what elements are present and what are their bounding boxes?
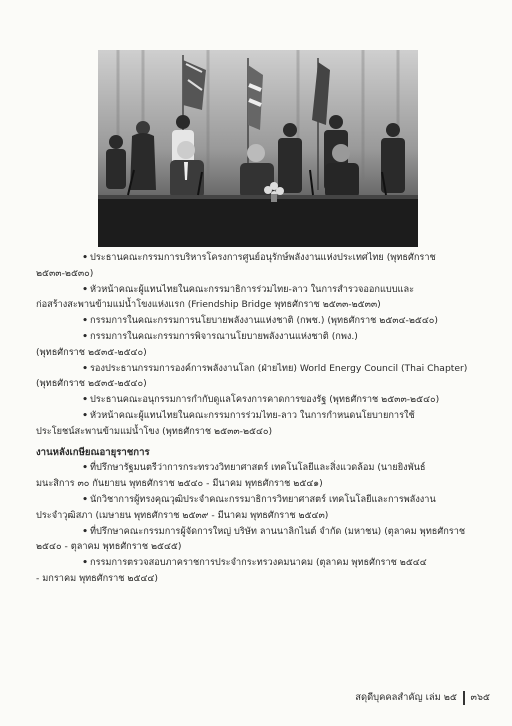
list-item	[36, 250, 496, 266]
list-item	[36, 313, 496, 329]
item-line1: รองประธานกรรมการองค์การพลังงานโลก (ฝ่ายไทย) World Energy Council (Thai Chapter)	[90, 362, 468, 374]
press-conference-photo	[98, 50, 418, 247]
item-line2: ก่อสร้างสะพานข้ามแม่น้ำโขงแห่งแรก (Friendship Bridge พุทธศักราช ๒๕๓๓-๒๕๓๓)	[36, 299, 381, 311]
item-line2: ๒๕๔๐ - ตุลาคม พุทธศักราช ๒๕๔๕)	[36, 541, 182, 553]
item-line2: ๒๕๓๓-๒๕๓๐)	[36, 267, 94, 279]
item-line2: (พุทธศักราช ๒๕๓๕-๒๕๔๐)	[36, 378, 147, 390]
bullet-icon: •	[82, 557, 88, 569]
item-line1: ประธานคณะกรรมการบริหารโครงการศูนย์อนุรักษ์พลังงานแห่งประเทศไทย (พุทธศักราช	[90, 252, 436, 263]
item-line1: นักวิชาการผู้ทรงคุณวุฒิประจำคณะกรรมาธิการวิทยาศาสตร์ เทคโนโลยีและการพลังงาน	[90, 493, 436, 505]
bullet-icon: •	[82, 409, 88, 421]
item-line1: ที่ปรึกษารัฐมนตรีว่าการกระทรวงวิทยาศาสตร์ เทคโนโลยีและสิ่งแวดล้อม (นายยิงพันธ์	[90, 462, 426, 474]
bullet-icon: •	[82, 525, 88, 537]
item-line1: กรรมการในคณะกรรมการพิจารณานโยบายพลังงานแห่งชาติ (กพง.)	[90, 330, 358, 342]
bullet-icon: •	[82, 462, 88, 474]
item-line2: (พุทธศักราช ๒๕๓๕-๒๕๔๐)	[36, 346, 147, 358]
list-item	[36, 329, 496, 345]
bullet-icon: •	[82, 493, 88, 505]
footer-divider	[463, 691, 465, 705]
bullet-icon: •	[82, 283, 88, 295]
list-item	[36, 492, 496, 508]
bullet-icon: •	[82, 394, 88, 406]
list-item	[36, 282, 496, 298]
item-line2: มนะสิการ ๓๐ กันยายน พุทธศักราช ๒๕๔๐ - มีนาคม พุทธศักราช ๒๕๔๑)	[36, 478, 323, 490]
list-item	[36, 460, 496, 476]
list-item	[36, 392, 496, 408]
item-line1: หัวหน้าคณะผู้แทนไทยในคณะกรรมการร่วมไทย-ลาว ในการกำหนดนโยบายการใช้	[90, 409, 415, 421]
item-line1: ที่ปรึกษาคณะกรรมการผู้จัดการใหญ่ บริษัท ลานนาลิกไนต์ จำกัด (มหาชน) (ตุลาคม พุทธศักราช	[90, 525, 466, 537]
positions-list	[36, 250, 496, 440]
page-number: ๓๖๕	[470, 692, 490, 703]
section-heading: งานหลังเกษียณอายุราชการ	[36, 446, 150, 458]
item-line1: หัวหน้าคณะผู้แทนไทยในคณะกรรมาธิการร่วมไทย-ลาว ในการสำรวจออกแบบและ	[90, 283, 415, 295]
item-line1: ประธานคณะอนุกรรมการกำกับดูแลโครงการคาดการของรัฐ (พุทธศักราช ๒๕๓๓-๒๕๔๐)	[90, 394, 440, 406]
list-item	[36, 408, 496, 424]
item-line2: ประโยชน์สะพานข้ามแม่น้ำโขง (พุทธศักราช ๒๕๓๓-๒๕๔๐)	[36, 425, 273, 437]
list-item	[36, 524, 496, 540]
retirement-work-list	[36, 460, 496, 586]
item-line2: ประจำวุฒิสภา (เมษายน พุทธศักราช ๒๕๓๙ - มีนาคม พุทธศักราช ๒๕๔๓)	[36, 509, 329, 521]
bullet-icon: •	[82, 362, 88, 374]
book-title: สดุดีบุคคลสำคัญ เล่ม ๒๕	[355, 692, 458, 703]
item-line1: กรรมการตรวจสอบภาคราชการประจำกระทรวงคมนาคม (ตุลาคม พุทธศักราช ๒๕๔๔	[90, 557, 427, 569]
item-line2: - มกราคม พุทธศักราช ๒๕๔๔)	[36, 572, 158, 584]
bullet-icon: •	[82, 252, 88, 263]
list-item	[36, 555, 496, 571]
item-line1: กรรมการในคณะกรรมการนโยบายพลังงานแห่งชาติ (กพช.) (พุทธศักราช ๒๕๓๔-๒๕๔๐)	[90, 315, 439, 327]
list-item	[36, 361, 496, 377]
bullet-icon: •	[82, 315, 88, 327]
biography-text	[36, 250, 496, 587]
page-footer	[300, 690, 490, 705]
bullet-icon: •	[82, 330, 88, 342]
